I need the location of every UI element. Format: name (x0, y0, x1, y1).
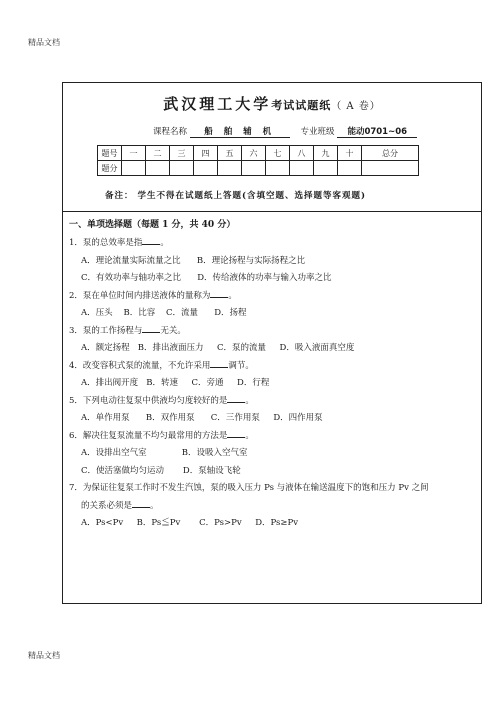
score-cell: 八 (290, 146, 314, 161)
score-cell-empty (314, 161, 338, 176)
header-watermark-text: 精品文档 (28, 38, 60, 47)
score-table-value-row (98, 161, 419, 176)
question-stem: 3．泵的工作扬程与 无关。 (69, 325, 186, 336)
score-cell-empty (266, 161, 290, 176)
answer-blank (210, 289, 228, 298)
remark-note: 备注： 学生不得在试题纸上答题(含填空题、选择题等客观题) (105, 191, 367, 201)
answer-blank (132, 499, 150, 508)
score-cell: 七 (266, 146, 290, 161)
answer-blank (142, 236, 160, 245)
score-cell: 二 (146, 146, 170, 161)
answer-blank (227, 394, 245, 403)
exam-paper-frame (62, 82, 482, 604)
footer-watermark-text: 精品文档 (28, 651, 60, 660)
score-table-header-row (98, 146, 419, 161)
answer-blank (227, 429, 245, 438)
question-options: A．排出阀开度 B．转速 C．旁通 D．行程 (81, 378, 270, 388)
class-label: 专业班级 (300, 127, 335, 137)
score-cell-empty (290, 161, 314, 176)
score-cell: 九 (314, 146, 338, 161)
score-table (97, 145, 419, 176)
course-name: 船 舶 辅 机 (190, 125, 290, 138)
score-cell: 五 (218, 146, 242, 161)
answer-blank (210, 359, 228, 368)
course-info (153, 125, 417, 138)
paper-version: （ A 卷） (331, 101, 381, 112)
answer-blank (142, 324, 160, 333)
score-cell-empty (194, 161, 218, 176)
question-stem: 6．解决往复泵流量不均匀最常用的方法是 。 (69, 430, 254, 441)
question-stem: 7．为保证往复泵工作时不发生汽蚀，泵的吸入压力 Ps 与液体在输送温度下的饱和压力 Pv 之间 (69, 483, 429, 493)
question-stem: 2．泵在单位时间内排送液体的量称为 。 (69, 290, 237, 301)
question-stem: 4．改变容积式泵的流量，不允许采用 调节。 (69, 360, 254, 371)
class-name: 能动0701~06 (337, 125, 417, 138)
question-options: A．压头 B．比容 C．流量 D．扬程 (81, 308, 247, 318)
paper-type: 考试试题纸 (271, 99, 332, 112)
score-cell-empty (122, 161, 146, 176)
question-stem-continued: 的关系必须是 。 (81, 500, 159, 511)
score-cell-empty (146, 161, 170, 176)
question-stem: 5．下列电动往复泵中供液均匀度较好的是 。 (69, 395, 254, 406)
section-title: 一、单项选择题（每题 1 分，共 40 分） (69, 220, 236, 230)
score-cell: 六 (242, 146, 266, 161)
question-options: A．理论流量实际流量之比 B．理论扬程与实际扬程之比 (81, 255, 306, 266)
score-cell: 题号 (98, 146, 122, 161)
question-stem: 1．泵的总效率是指 。 (69, 238, 169, 248)
score-cell: 四 (194, 146, 218, 161)
question-options: A．单作用泵 B．双作用泵 C．三作用泵 D．四作用泵 (81, 413, 323, 423)
score-cell-empty (338, 161, 362, 176)
university-name: 武汉理工大学 (163, 95, 272, 113)
score-cell: 十 (338, 146, 362, 161)
section-divider (63, 211, 481, 212)
score-cell: 三 (170, 146, 194, 161)
question-options: A．设排出空气室 B．设吸入空气室 (81, 448, 248, 458)
course-label: 课程名称 (153, 127, 188, 137)
score-cell: 一 (122, 146, 146, 161)
exam-title (63, 93, 481, 114)
question-options: A．Ps<Pv B．Ps≦Pv C．Ps>Pv D．Ps≥Pv (81, 518, 298, 528)
score-cell-empty (242, 161, 266, 176)
question-options: C．使活塞做均匀运动 D．泵轴设飞轮 (81, 465, 241, 476)
score-cell-empty (170, 161, 194, 176)
score-cell-empty (362, 161, 419, 176)
question-options: A．额定扬程 B．排出液面压力 C．泵的流量 D．吸入液面真空度 (81, 343, 355, 353)
question-list (69, 235, 477, 533)
score-cell: 题分 (98, 161, 122, 176)
score-cell-empty (218, 161, 242, 176)
score-cell: 总分 (362, 146, 419, 161)
question-options: C．有效功率与轴功率之比 D．传给液体的功率与输入功率之比 (81, 273, 332, 283)
